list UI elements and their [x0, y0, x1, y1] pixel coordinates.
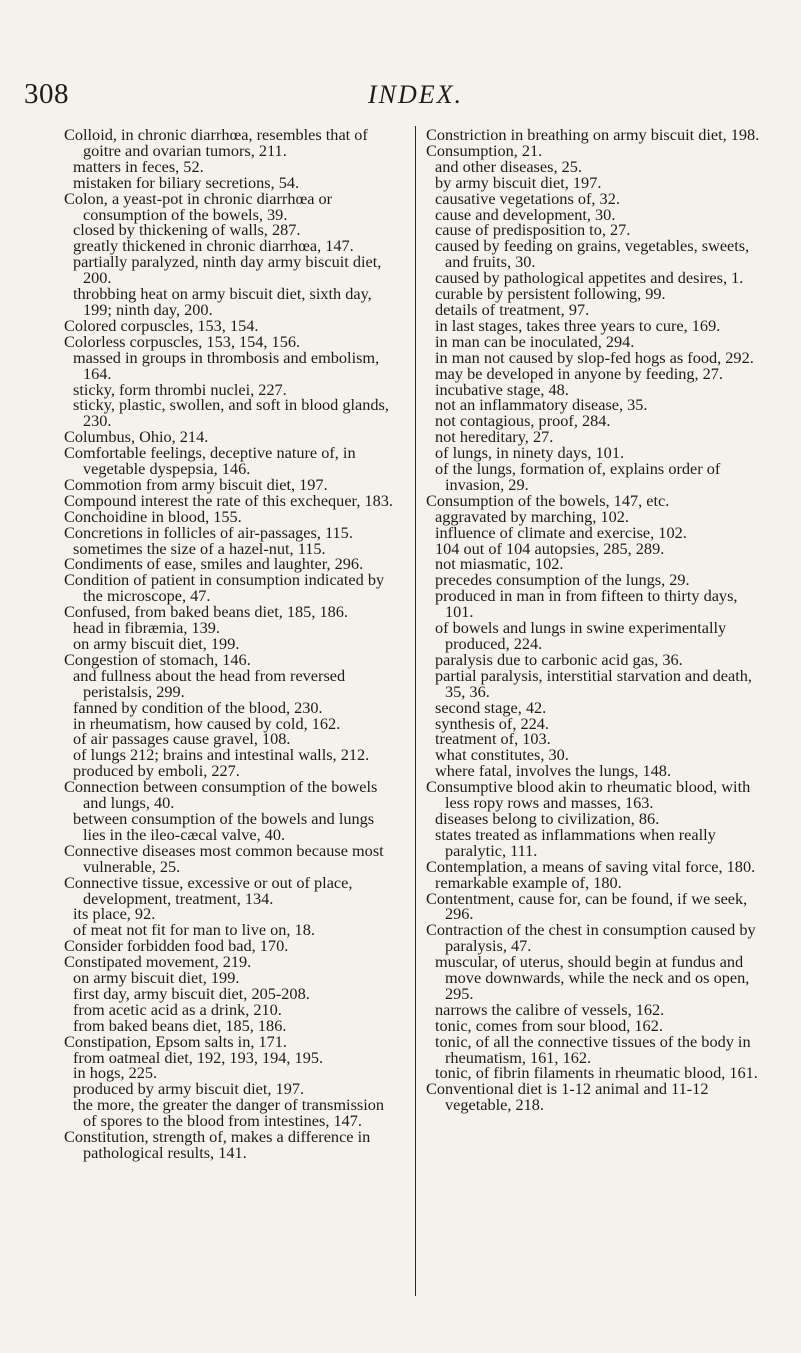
index-heading: Constriction in breathing on army biscuit diet, 198. — [426, 125, 760, 144]
index-heading: Congestion of stomach, 146. — [64, 649, 251, 669]
index-heading: Connective diseases most common because most vulnerable, 25. — [64, 840, 384, 876]
index-entry — [64, 604, 400, 652]
index-subentry: cause and development, 30. — [435, 204, 616, 224]
index-heading: Contemplation, a means of saving vital force, 180. — [426, 856, 756, 876]
index-entry — [64, 840, 400, 876]
index-subentry: not an inflammatory disease, 35. — [435, 395, 648, 415]
index-subentry: partial paralysis, interstitial starvation and death, 35, 36. — [435, 665, 752, 701]
index-subentry: paralysis due to carbonic acid gas, 36. — [435, 649, 683, 669]
index-subentry: fanned by condition of the blood, 230. — [73, 697, 323, 717]
index-subentry: its place, 92. — [73, 904, 156, 924]
index-subentry: on army biscuit diet, 199. — [73, 968, 240, 988]
index-subentry: details of treatment, 97. — [435, 299, 590, 319]
index-subentry: by army biscuit diet, 197. — [435, 172, 602, 192]
index-entry — [64, 1031, 400, 1131]
index-subentry: not contagious, proof, 284. — [435, 411, 611, 431]
index-entry — [64, 188, 400, 319]
index-subentry: synthesis of, 224. — [435, 713, 549, 733]
index-entry — [426, 856, 762, 892]
index-subentry: causative vegetations of, 32. — [435, 188, 620, 208]
index-subentry: from acetic acid as a drink, 210. — [73, 999, 282, 1019]
index-subentry: head in fibræmia, 139. — [73, 618, 220, 638]
index-subentry: caused by feeding on grains, vegetables, sweets, and fruits, 30. — [435, 236, 750, 272]
index-entry — [64, 522, 400, 558]
index-subentry: in hogs, 225. — [73, 1063, 158, 1083]
index-subentry: not miasmatic, 102. — [435, 554, 564, 574]
index-heading: Constipated movement, 219. — [64, 952, 252, 972]
index-subentry: what constitutes, 30. — [435, 745, 569, 765]
index-entry — [426, 779, 762, 859]
index-subentry: of bowels and lungs in swine experimentally produced, 224. — [435, 618, 727, 653]
index-subentry: may be developed in anyone by feeding, 27. — [435, 363, 723, 383]
index-heading: Compound interest the rate of this exchequer, 183. — [64, 490, 393, 510]
index-subentry: and fullness about the head from reversed peristalsis, 299. — [73, 665, 346, 701]
index-subentry: influence of climate and exercise, 102. — [435, 522, 687, 542]
index-heading: Constipation, Epsom salts in, 171. — [64, 1031, 287, 1051]
index-subentry: between consumption of the bowels and lungs lies in the ileo-cæcal valve, 40. — [73, 808, 375, 844]
index-column-right — [426, 127, 762, 1113]
index-entry — [426, 140, 762, 494]
index-subentry: mistaken for biliary secretions, 54. — [73, 172, 300, 192]
index-entry — [64, 954, 400, 1034]
index-subentry: from oatmeal diet, 192, 193, 194, 195. — [73, 1047, 324, 1067]
index-heading: Condiments of ease, smiles and laughter, 296. — [64, 554, 364, 574]
index-subentry: aggravated by marching, 102. — [435, 506, 629, 526]
index-heading: Colon, a yeast-pot in chronic diarrhœa or consumption of the bowels, 39. — [64, 188, 333, 224]
index-subentry: remarkable example of, 180. — [435, 872, 622, 892]
index-subentry: muscular, of uterus, should begin at fundus and move downwards, while the neck and os open, 295. — [435, 952, 750, 1003]
index-subentry: in man not caused by slop-fed hogs as food, 292. — [435, 347, 754, 367]
index-subentry: states treated as inflammations when really paralytic, 111. — [435, 824, 716, 860]
index-heading: Consumptive blood akin to rheumatic blood, with less ropy rows and masses, 163. — [426, 777, 751, 813]
index-heading: Contraction of the chest in consumption caused by paralysis, 47. — [426, 920, 756, 956]
index-heading: Constitution, strength of, makes a difference in pathological results, 141. — [64, 1127, 371, 1162]
index-subentry: partially paralyzed, ninth day army biscuit diet, 200. — [73, 252, 382, 288]
index-heading: Conchoidine in blood, 155. — [64, 506, 242, 526]
running-title: INDEX. — [368, 80, 464, 109]
index-subentry: tonic, of fibrin filaments in rheumatic blood, 161. — [435, 1063, 758, 1083]
index-subentry: diseases belong to civilization, 86. — [435, 808, 660, 828]
index-subentry: sometimes the size of a hazel-nut, 115. — [73, 538, 326, 558]
index-subentry: curable by persistent following, 99. — [435, 284, 666, 304]
index-entry — [64, 127, 400, 191]
index-entry — [64, 1129, 400, 1161]
index-heading: Colored corpuscles, 153, 154. — [64, 315, 259, 335]
index-entry — [426, 922, 762, 1081]
column-divider — [415, 126, 416, 1296]
index-heading: Connection between consumption of the bowels and lungs, 40. — [64, 777, 378, 813]
index-subentry: narrows the calibre of vessels, 162. — [435, 999, 665, 1019]
index-heading: Conventional diet is 1-12 animal and 11-12 vegetable, 218. — [426, 1079, 709, 1115]
index-subentry: the more, the greater the danger of transmission of spores to the blood from intestines, 147. — [73, 1095, 385, 1131]
index-subentry: from baked beans diet, 185, 186. — [73, 1015, 287, 1035]
index-heading: Connective tissue, excessive or out of place, development, treatment, 134. — [64, 872, 353, 908]
index-subentry: on army biscuit diet, 199. — [73, 634, 240, 653]
index-entry — [64, 779, 400, 843]
index-heading: Consider forbidden food bad, 170. — [64, 936, 289, 956]
index-subentry: throbbing heat on army biscuit diet, sixth day, 199; ninth day, 200. — [73, 284, 372, 319]
index-heading: Consumption, 21. — [426, 140, 543, 160]
index-column-left — [64, 127, 400, 1161]
index-subentry: of the lungs, formation of, explains order of invasion, 29. — [435, 459, 721, 494]
index-subentry: produced in man in from fifteen to thirty days, 101. — [435, 586, 738, 622]
index-heading: Contentment, cause for, can be found, if we seek, 296. — [426, 888, 748, 924]
index-subentry: first day, army biscuit diet, 205-208. — [73, 983, 310, 1003]
index-subentry: in last stages, takes three years to cure, 169. — [435, 315, 721, 335]
index-heading: Concretions in follicles of air-passages, 115. — [64, 522, 353, 542]
index-subentry: in rheumatism, how caused by cold, 162. — [73, 713, 341, 733]
index-heading: Columbus, Ohio, 214. — [64, 427, 209, 447]
index-heading: Consumption of the bowels, 147, etc. — [426, 490, 670, 510]
index-subentry: of air passages cause gravel, 108. — [73, 729, 291, 749]
index-heading: Commotion from army biscuit diet, 197. — [64, 474, 328, 494]
index-entry — [64, 872, 400, 940]
index-subentry: tonic, comes from sour blood, 162. — [435, 1015, 663, 1035]
index-entry — [426, 1081, 762, 1113]
index-entry — [64, 331, 400, 431]
index-subentry: caused by pathological appetites and desires, 1. — [435, 268, 744, 288]
index-subentry: not hereditary, 27. — [435, 427, 554, 447]
index-heading: Colorless corpuscles, 153, 154, 156. — [64, 331, 301, 351]
index-subentry: tonic, of all the connective tissues of the body in rheumatism, 161, 162. — [435, 1031, 751, 1067]
index-subentry: sticky, plastic, swollen, and soft in blood glands, 230. — [73, 395, 389, 431]
index-subentry: second stage, 42. — [435, 697, 547, 717]
index-subentry: produced by emboli, 227. — [73, 761, 240, 781]
index-subentry: cause of predisposition to, 27. — [435, 220, 631, 240]
index-subentry: matters in feces, 52. — [73, 156, 204, 176]
index-subentry: and other diseases, 25. — [435, 156, 582, 176]
index-subentry: produced by army biscuit diet, 197. — [73, 1079, 305, 1099]
index-entry — [64, 445, 400, 477]
index-subentry: closed by thickening of walls, 287. — [73, 220, 301, 240]
index-subentry: 104 out of 104 autopsies, 285, 289. — [435, 538, 665, 558]
index-subentry: of meat not fit for man to live on, 18. — [73, 920, 315, 940]
index-subentry: where fatal, involves the lungs, 148. — [435, 761, 672, 781]
index-heading: Condition of patient in consumption indicated by the microscope, 47. — [64, 570, 385, 606]
index-subentry: of lungs, in ninety days, 101. — [435, 443, 625, 463]
index-subentry: massed in groups in thrombosis and embolism, 164. — [73, 347, 380, 383]
page-number: 308 — [24, 78, 69, 110]
index-entry — [426, 888, 762, 924]
index-subentry: greatly thickened in chronic diarrhœa, 147. — [73, 236, 354, 256]
index-entry — [426, 490, 762, 781]
index-subentry: precedes consumption of the lungs, 29. — [435, 570, 690, 590]
index-entry — [64, 649, 400, 781]
index-subentry: sticky, form thrombi nuclei, 227. — [73, 379, 287, 399]
index-heading: Confused, from baked beans diet, 185, 186. — [64, 602, 348, 622]
index-heading: Colloid, in chronic diarrhœa, resembles that of goitre and ovarian tumors, 211. — [64, 125, 368, 160]
index-subentry: treatment of, 103. — [435, 729, 551, 749]
index-entry — [64, 572, 400, 604]
index-subentry: incubative stage, 48. — [435, 379, 569, 399]
index-heading: Comfortable feelings, deceptive nature of, in vegetable dyspepsia, 146. — [64, 443, 356, 479]
index-subentry: of lungs 212; brains and intestinal walls, 212. — [73, 745, 370, 765]
index-subentry: in man can be inoculated, 294. — [435, 331, 635, 351]
